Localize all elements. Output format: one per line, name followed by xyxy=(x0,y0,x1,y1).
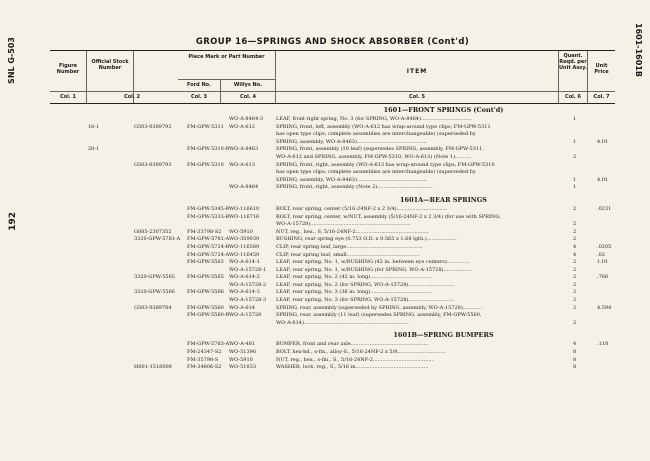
item-description: SPRING, front, right, assembly (Note 2)................................... xyxy=(276,184,433,191)
willys-number: WO-5910 xyxy=(229,228,253,235)
willys-number: WO-116716 xyxy=(229,213,260,220)
quantity: 2 xyxy=(573,266,577,273)
header-col7: Col. 7 xyxy=(593,94,610,100)
item-description: SPRING, rear, assembly (superseded by SPRING, assembly, WO-A-15728)............ xyxy=(276,304,482,311)
item-description: BOLT, rear spring, center (5/16-24NF-2 x 2 3/4)................................ xyxy=(276,205,448,212)
stock-number: G503-0389784 xyxy=(134,304,172,311)
item-description: LEAF, rear spring, No. 2 (42 in. long)....................................... xyxy=(276,274,433,281)
unit-price: .118 xyxy=(597,341,609,348)
willys-number: WO-A-612 xyxy=(229,123,255,130)
item-description: LEAF, rear spring, No. 3 (36 in. long)....................................... xyxy=(276,289,433,296)
item-description: WO-A-15728)............................................................... xyxy=(276,221,411,228)
table-row xyxy=(50,139,615,147)
item-description: LEAF, rear spring, No. 2 (for SPRING, WO-A-15728)............................. xyxy=(276,281,455,288)
table-row xyxy=(50,341,615,349)
ford-number: FM-GPW-5310-B xyxy=(187,146,230,153)
item-description: SPRING, front, right, assembly (WO-A-613 has wrap-around type clips; FM-GPW-5310 xyxy=(276,161,495,168)
table-row xyxy=(50,244,615,252)
willys-number: WO-A-614 xyxy=(229,304,255,311)
table-row xyxy=(50,116,615,124)
willys-number: WO-51833 xyxy=(229,364,257,371)
table-row xyxy=(50,259,615,267)
willys-number: WO-A-15728 xyxy=(229,312,262,319)
table-row xyxy=(50,177,615,185)
section-heading-row xyxy=(50,102,615,116)
ford-number: FM-24347-S2 xyxy=(187,349,222,356)
side-label-left: SNL G-503 xyxy=(7,37,16,84)
table-row xyxy=(50,229,615,237)
item-description: WO-A-614).................................................................. xyxy=(276,319,409,326)
unit-price: 4.01 xyxy=(597,176,609,183)
willys-number: WO-A-8463 xyxy=(229,146,259,153)
side-label-right: 1601-1601B xyxy=(634,23,643,77)
item-description: SPRING, front, left, assembly (WO-A-612 has wrap-around type clips; FM-GPW-5311 xyxy=(276,123,491,130)
ford-number: FM-35798-S xyxy=(187,356,219,363)
quantity: 2 xyxy=(573,281,577,288)
stock-number: 3320-GPW-5781-A xyxy=(134,236,181,243)
header-piece-mark: Piece Mark or Part Number xyxy=(188,54,265,60)
table-row xyxy=(50,124,615,132)
item-description: SPRING, assembly, WO-A-8463)............................................ xyxy=(276,176,427,183)
willys-number: WO-A-15728-3 xyxy=(229,297,267,304)
item-description: SPRING, front, assembly (10 leaf) (supersedes SPRING, assembly, FM-GPW-5311, xyxy=(276,146,484,153)
ford-number: FM-33798-S2 xyxy=(187,228,222,235)
item-description: SPRING, assembly, WO-A-8463)............................................ xyxy=(276,138,427,145)
quantity: 2 xyxy=(573,259,577,266)
item-description: LEAF, rear spring, No. 1, w/BUSHING (42 in. between eye centers).............. xyxy=(276,259,470,266)
ford-number: FM-GPW-5333-B xyxy=(187,213,230,220)
ford-number: FM-GPW-5310 xyxy=(187,161,224,168)
ford-number: FM-GPW-5724-A xyxy=(187,251,230,258)
quantity: 2 xyxy=(573,297,577,304)
header-item: ITEM xyxy=(406,68,428,75)
willys-number: WO-A-614-1 xyxy=(229,259,260,266)
table-row xyxy=(50,289,615,297)
item-description: SPRING, rear, assembly (11 leaf) (supersedes SPRING, assembly, FM-GPW-5560, xyxy=(276,312,482,319)
item-description: LEAF, rear spring, No. 1, w/BUSHING (for SPRING, WO-A-15728).................. xyxy=(276,266,473,273)
stock-number: H001-1518008 xyxy=(134,364,172,371)
header-col4: Col. 4 xyxy=(240,94,256,100)
parts-table-body xyxy=(50,102,615,372)
stock-number: 3320-GPW-5565 xyxy=(134,274,175,281)
table-row xyxy=(50,131,615,139)
willys-number: WO-359039 xyxy=(229,236,260,243)
ford-number: FM-GPW-5560-B xyxy=(187,312,230,319)
header-quantity: Quant. Reqd. per Unit Assy. xyxy=(559,53,587,71)
unit-price: 4.594 xyxy=(597,304,612,311)
header-ford-no: Ford No. xyxy=(187,82,211,88)
unit-price: .0205 xyxy=(597,243,612,250)
stock-number: G503-0389793 xyxy=(134,161,172,168)
ford-number: FM-GPW-5566 xyxy=(187,289,224,296)
stock-number: G085-2307352 xyxy=(134,228,172,235)
table-row xyxy=(50,320,615,328)
stock-number: 3320-GPW-5566 xyxy=(134,289,175,296)
table-row xyxy=(50,312,615,320)
willys-number: WO-A-8464-3 xyxy=(229,116,264,122)
section-heading: 1601—FRONT SPRINGS (Cont'd) xyxy=(383,106,504,114)
item-description: LEAF, rear spring, No. 3 (for SPRING, WO-A-15728)............................. xyxy=(276,297,455,304)
header-figure-number: Figure Number xyxy=(56,63,80,75)
item-description: WASHER, lock, reg., S., 5/16 in.............................................. xyxy=(276,364,429,371)
ford-number: FM-34806-S2 xyxy=(187,364,222,371)
table-row xyxy=(50,364,615,372)
table-row xyxy=(50,252,615,260)
table-row xyxy=(50,274,615,282)
table-row xyxy=(50,146,615,154)
willys-number: WO-51396 xyxy=(229,349,257,356)
section-heading: 1601B—SPRING BUMPERS xyxy=(393,331,494,340)
ford-number: FM-GPW-5783-A xyxy=(187,341,230,348)
table-header xyxy=(50,50,615,104)
ford-number: FM-GPW-5563 xyxy=(187,259,224,266)
table-row xyxy=(50,349,615,357)
quantity: 1 xyxy=(573,116,577,122)
willys-number: WO-116610 xyxy=(229,205,260,212)
unit-price: .02 xyxy=(597,251,605,258)
item-description: BUMPER, front and rear axle................................................. xyxy=(276,341,429,348)
willys-number: WO-A-15728-2 xyxy=(229,281,267,288)
header-col1: Col. 1 xyxy=(60,94,76,100)
table-row xyxy=(50,214,615,222)
item-description: NUT, reg., hex., S, 5/16-24NF-2.............................................. xyxy=(276,228,429,235)
ford-number: FM-GPW-5781-A xyxy=(187,236,230,243)
ford-number: FM-GPW-5724-B xyxy=(187,243,230,250)
page-number: 192 xyxy=(8,212,18,231)
table-row xyxy=(50,236,615,244)
header-willys-no: Willys No. xyxy=(233,82,263,88)
header-col6: Col. 6 xyxy=(565,94,581,100)
table-row xyxy=(50,357,615,365)
willys-number: WO-116589 xyxy=(229,243,260,250)
quantity: 2 xyxy=(573,153,577,160)
table-row xyxy=(50,305,615,313)
willys-number: WO-A-8464 xyxy=(229,184,259,191)
quantity: 4 xyxy=(573,251,577,258)
table-row xyxy=(50,297,615,305)
ford-number: FM-GPW-5311 xyxy=(187,123,224,130)
table-row xyxy=(50,267,615,275)
table-row xyxy=(50,282,615,290)
figure-number: 16-1 xyxy=(88,123,100,130)
table-row xyxy=(50,154,615,162)
willys-number: WO-A-481 xyxy=(229,341,255,348)
item-description: BOLT, hex-hd., s-fin., alloy-S., 5/16-24NF-2 x 5/8.............................. xyxy=(276,349,446,356)
quantity: 2 xyxy=(573,228,577,235)
quantity: 2 xyxy=(573,319,577,326)
ford-number: FM-GPW-5560 xyxy=(187,304,224,311)
willys-number: WO-5910 xyxy=(229,356,253,363)
quantity: 2 xyxy=(573,221,577,228)
quantity: 2 xyxy=(573,304,577,311)
item-description: NUT, reg., hex., s-fin., S., 5/16-24NF-2...................................... xyxy=(276,356,434,363)
item-description: CLIP, rear spring leaf, small.............................................. xyxy=(276,251,420,258)
quantity: 8 xyxy=(573,349,577,356)
header-col3: Col. 3 xyxy=(191,94,207,100)
unit-price: .0231 xyxy=(597,205,612,212)
table-row xyxy=(50,169,615,177)
section-heading-row xyxy=(50,327,615,341)
willys-number: WO-A-15728-1 xyxy=(229,266,267,273)
header-col2: Col. 2 xyxy=(124,94,140,100)
willys-number: WO-A-614-2 xyxy=(229,274,260,281)
item-description: BOLT, rear spring, center, w/NUT, assembly (5/16-24NF-2 x 2 3/4) (for use with SPRING, xyxy=(276,213,501,220)
table-row xyxy=(50,162,615,170)
item-description: CLIP, rear spring leaf, large................................................ xyxy=(276,243,423,250)
quantity: 4 xyxy=(573,341,577,348)
table-row xyxy=(50,184,615,192)
quantity: 1 xyxy=(573,184,577,191)
page-title: GROUP 16—SPRINGS AND SHOCK ABSORBER (Cont'd) xyxy=(195,37,470,47)
section-heading: 1601A—REAR SPRINGS xyxy=(400,195,487,204)
willys-number: WO-116459 xyxy=(229,251,260,258)
item-description: BUSHING, rear spring eye (0.753 O.D. x 0.565 x 1.68 lgth.)................... xyxy=(276,236,457,243)
quantity: 2 xyxy=(573,289,577,296)
unit-price: 1.01 xyxy=(597,259,609,266)
willys-number: WO-A-613 xyxy=(229,161,255,168)
unit-price: 4.01 xyxy=(597,138,609,145)
header-unit-price: Unit Price xyxy=(594,63,609,75)
unit-price: .766 xyxy=(597,274,609,281)
item-description: has open type clips; complete assemblies are interchangeable) (superseded by xyxy=(276,169,476,176)
quantity: 2 xyxy=(573,236,577,243)
stock-number: G503-0389792 xyxy=(134,123,172,130)
quantity: 1 xyxy=(573,176,577,183)
header-official-stock: Official Stock Number xyxy=(91,59,129,71)
header-col5: Col. 5 xyxy=(409,94,425,100)
table-row xyxy=(50,221,615,229)
quantity: 2 xyxy=(573,205,577,212)
section-heading-row xyxy=(50,192,615,206)
willys-number: WO-A-614-3 xyxy=(229,289,260,296)
figure-number: 20-1 xyxy=(88,146,100,153)
ford-number: FM-GPW-5345-B xyxy=(187,205,230,212)
item-description: WO-A-612 and SPRING, assembly, FM-GPW-5310, WO-A-613) (Note 1).......... xyxy=(276,153,471,160)
quantity: 2 xyxy=(573,274,577,281)
table-row xyxy=(50,206,615,214)
item-description: LEAF, front right spring, No. 3 (for SPRING, WO-A-8464)................................ xyxy=(276,116,472,122)
quantity: 8 xyxy=(573,364,577,371)
ford-number: FM-GPW-5565 xyxy=(187,274,224,281)
quantity: 1 xyxy=(573,138,577,145)
quantity: 4 xyxy=(573,243,577,250)
quantity: 8 xyxy=(573,356,577,363)
item-description: has open type clips; complete assemblies are interchangeable) (superseded by xyxy=(276,131,476,138)
